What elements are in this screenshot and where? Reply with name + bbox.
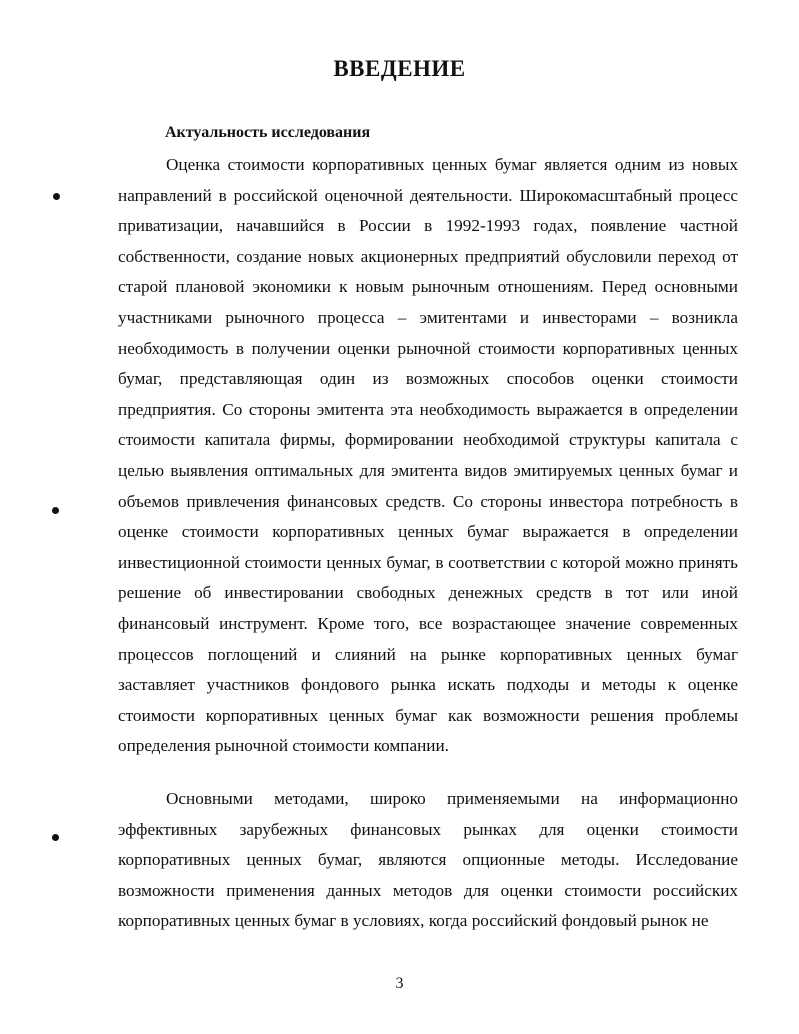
margin-mark	[52, 507, 59, 514]
page-title: ВВЕДЕНИЕ	[333, 56, 466, 81]
paragraph: Основными методами, широко применяемыми на информационно эффективных зарубежных финансовых рынках для оценки стоимости корпоративных ценных бумаг, являются опционные методы. Исследование возможности применения данных методов для оценки стоимости российских корпоративных ценных бумаг в условиях, когда российский фондовый рынок не	[118, 789, 738, 931]
margin-mark	[52, 834, 59, 841]
margin-mark	[53, 193, 60, 200]
page-number: 3	[395, 975, 404, 992]
paragraph: Оценка стоимости корпоративных ценных бумаг является одним из новых направлений в российской оценочной деятельности. Широкомасштабный процесс приватизации, начавшийся в России в 1992-1993 годах, появление частной собственности, создание новых акционерных предприятий обусловили переход от старой плановой экономики к новым рыночным отношениям. Перед основными участниками рыночного процесса – эмитентами и инвесторами – возникла необходимость в получении оценки рыночной стоимости корпоративных ценных бумаг, представляющая один из возможных способов оценки стоимости предприятия. Со стороны эмитента эта необходимость выражается в определении стоимости капитала фирмы, формировании необходимой структуры капитала с целью выявления оптимальных для эмитента видов эмитируемых ценных бумаг и объемов привлечения финансовых средств. Со стороны инвестора потребность в оценке стоимости корпоративных ценных бумаг выражается в определении инвестиционной стоимости ценных бумаг, в соответствии с которой можно принять решение об инвестировании свободных денежных средств в тот или иной финансовый инструмент. Кроме того, все возрастающее значение современных процессов поглощений и слияний на рынке корпоративных ценных бумаг заставляет участников фондового рынка искать подходы и методы к оценке стоимости корпоративных ценных бумаг как возможности решения проблемы определения рыночной стоимости компании.	[118, 155, 738, 756]
section-heading: Актуальность исследования	[165, 124, 371, 141]
